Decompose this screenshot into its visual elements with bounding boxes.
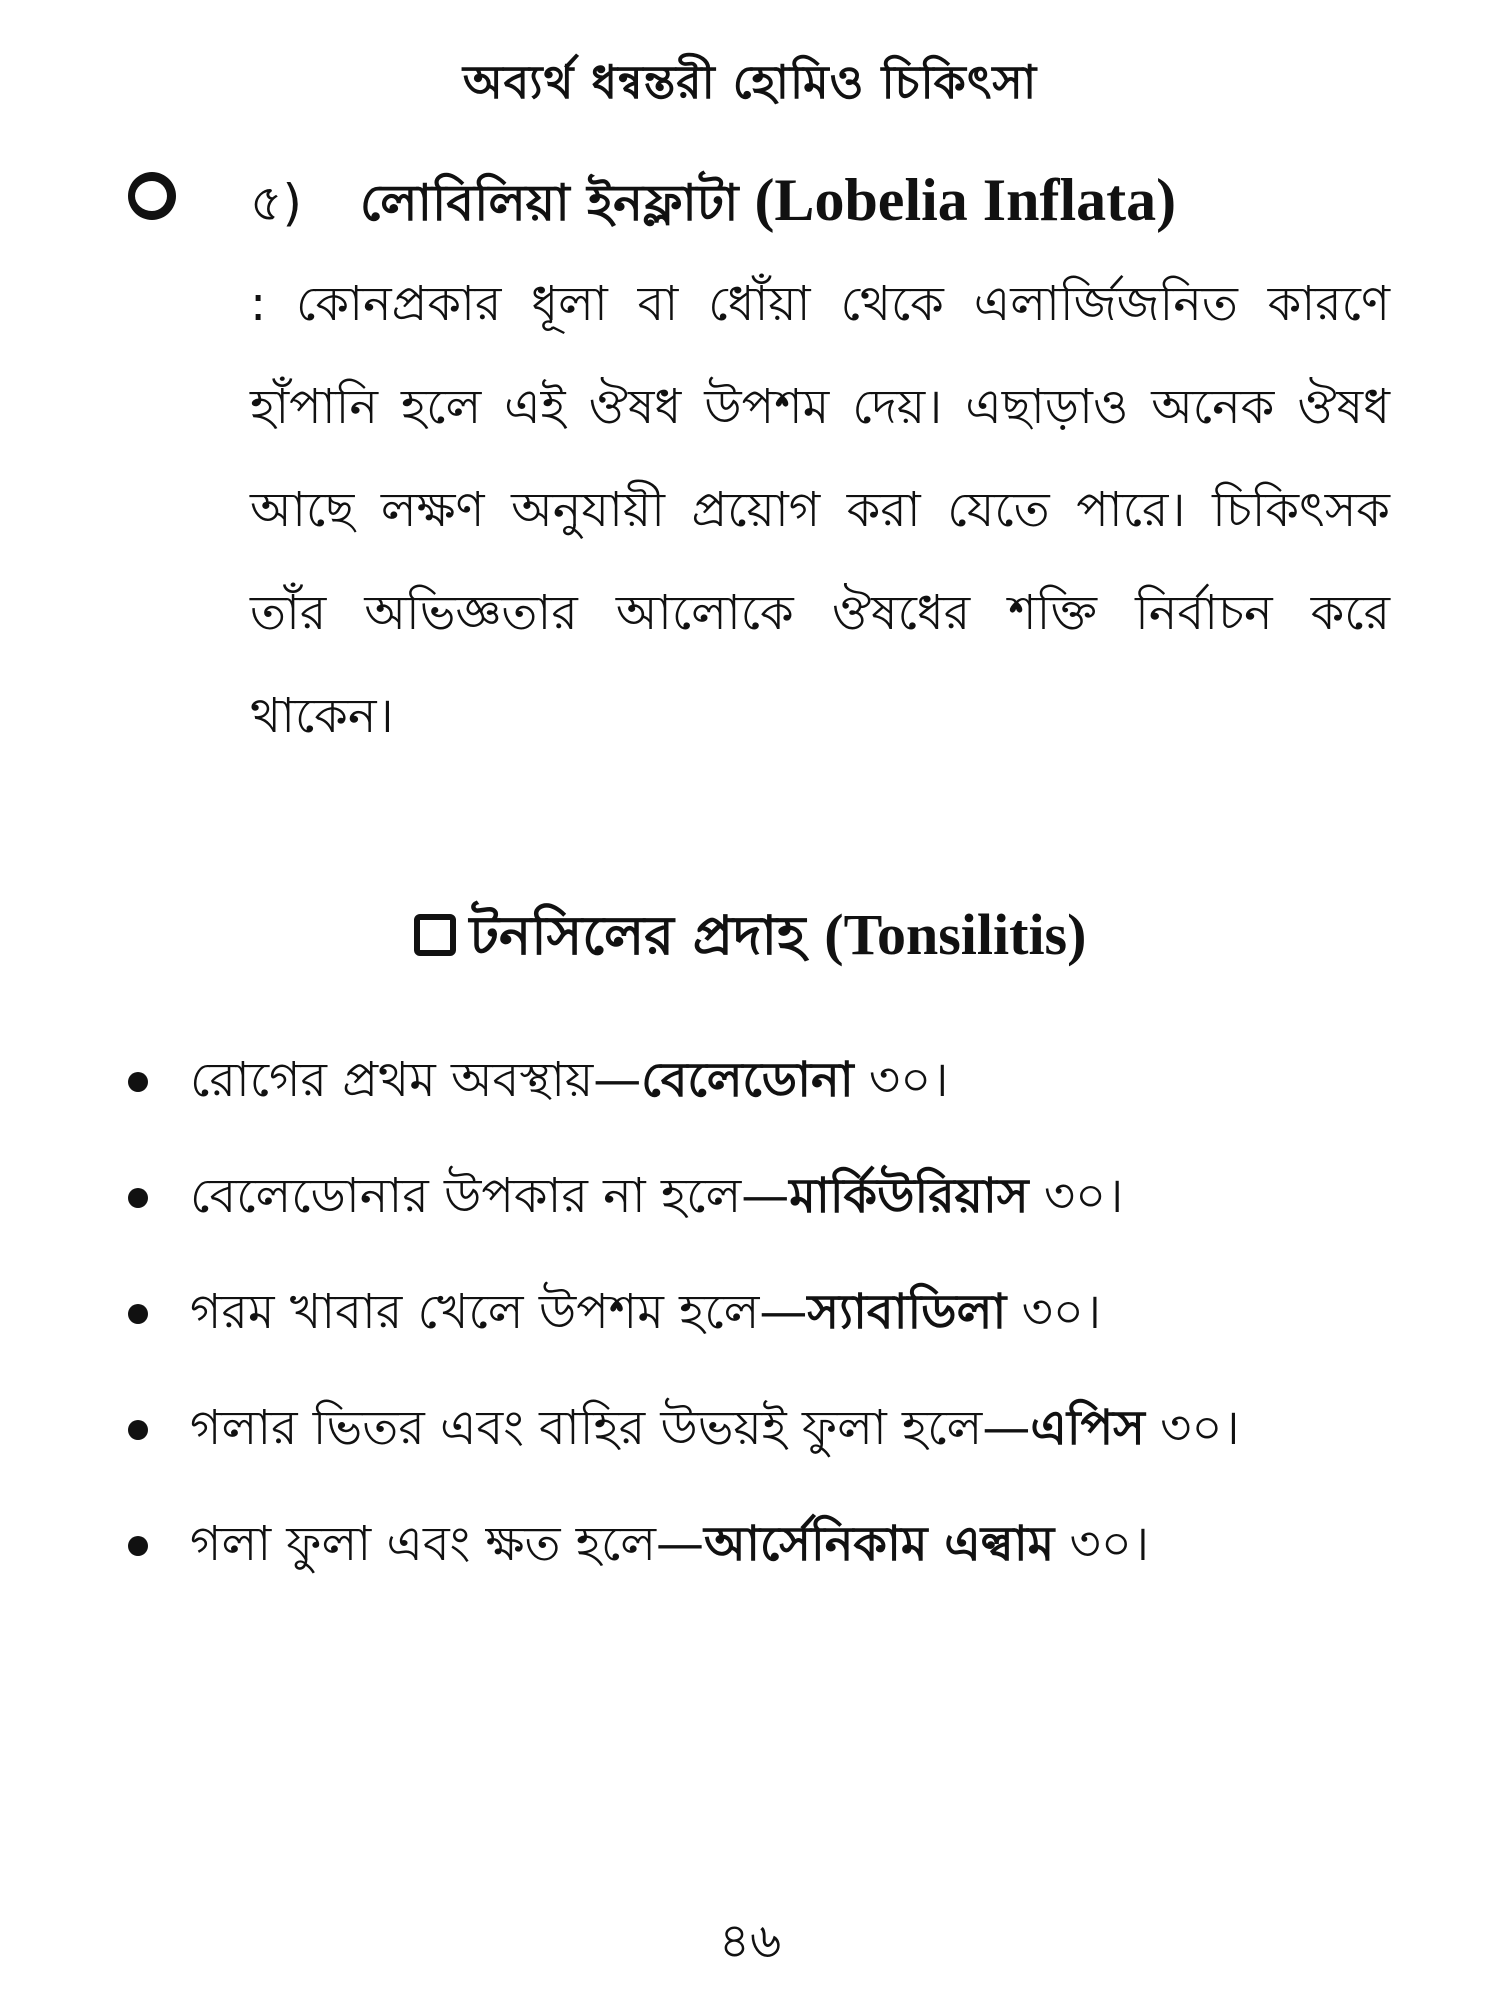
list-item: [128, 1257, 1390, 1367]
remedy-name: মার্কিউরিয়াস: [789, 1168, 1029, 1224]
remedy-condition: গলার ভিতর এবং বাহির উভয়ই ফুলা হলে—: [190, 1400, 1031, 1456]
list-item: [128, 1025, 1390, 1135]
remedy-name: স্যাবাডিলা: [807, 1284, 1007, 1340]
list-item: [128, 1489, 1390, 1599]
section-heading-title: টনসিলের প্রদাহ: [469, 904, 806, 967]
remedy-condition: গরম খাবার খেলে উপশম হলে—: [190, 1284, 808, 1340]
remedy-potency: ৩০।: [1144, 1400, 1240, 1456]
list-item: [128, 1373, 1390, 1483]
entry-title: [250, 150, 1390, 253]
remedy-potency: ৩০।: [1006, 1284, 1102, 1340]
bullet-icon: [128, 1188, 148, 1208]
remedy-condition: গলা ফুলা এবং ক্ষত হলে—: [190, 1516, 705, 1572]
remedy-name: বেলেডোনা: [641, 1052, 854, 1108]
bullet-icon: [128, 1536, 148, 1556]
remedy-list: [128, 1025, 1390, 1605]
remedy-condition: বেলেডোনার উপকার না হলে—: [190, 1168, 790, 1224]
list-item: [128, 1141, 1390, 1251]
section-heading: [0, 890, 1500, 981]
entry-name: লোবিলিয়া ইনফ্লাটা: [360, 174, 739, 232]
running-head: অব্যর্থ ধন্বন্তরী হোমিও চিকিৎসা: [462, 55, 1038, 109]
remedy-entry: [250, 150, 1390, 768]
page-number: ৪৬: [718, 1913, 782, 1969]
entry-latin-name: (Lobelia Inflata): [754, 167, 1177, 233]
entry-number: ৫): [250, 174, 302, 232]
remedy-potency: ৩০।: [1028, 1168, 1124, 1224]
bullet-icon: [128, 1420, 148, 1440]
entry-body: : কোনপ্রকার ধূলা বা ধোঁয়া থেকে এলার্জিজনিত কারণে হাঁপানি হলে এই ঔষধ উপশম দেয়। এছাড়াও অনেক ঔষধ আছে লক্ষণ অনুযায়ী প্রয়োগ করা যেতে পারে। চিকিৎসক তাঁর অভিজ্ঞতার আলোকে ঔষধের শক্তি নির্বাচন করে থাকেন।: [250, 276, 1390, 744]
remedy-name: এপিস: [1030, 1400, 1145, 1456]
remedy-potency: ৩০।: [853, 1052, 949, 1108]
section-heading-latin: (Tonsilitis): [824, 902, 1087, 967]
checkbox-square-icon: [414, 914, 456, 956]
circle-marker-icon: [128, 172, 176, 220]
bullet-icon: [128, 1304, 148, 1324]
remedy-potency: ৩০।: [1054, 1516, 1150, 1572]
remedy-condition: রোগের প্রথম অবস্থায়—: [190, 1052, 642, 1108]
bullet-icon: [128, 1072, 148, 1092]
remedy-name: আর্সেনিকাম এল্বাম: [704, 1516, 1055, 1572]
